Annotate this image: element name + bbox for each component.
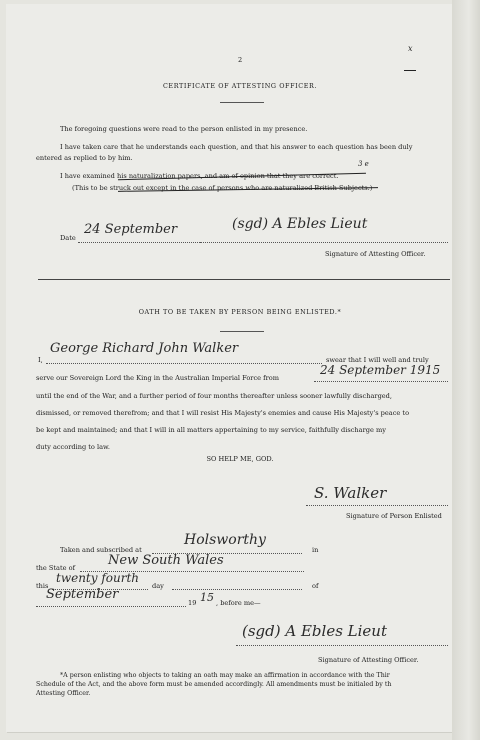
year-label: 19 bbox=[188, 599, 197, 607]
oath-heading-rule bbox=[220, 331, 264, 332]
in-label: in bbox=[312, 546, 319, 554]
place-handwritten: Holsworthy bbox=[184, 532, 266, 548]
year-handwritten: 15 bbox=[200, 591, 214, 604]
enlistee-name: George Richard John Walker bbox=[50, 341, 239, 356]
oath-line-2: serve our Sovereign Lord the King in the Australian Imperial Force from bbox=[36, 374, 279, 382]
from-date-handwritten: 24 September 1915 bbox=[320, 363, 441, 377]
state-handwritten: New South Wales bbox=[108, 553, 224, 568]
certificate-line-1: The foregoing questions were read to the person enlisted in my presence. bbox=[60, 125, 308, 133]
officer-signature: (sgd) A Ebles Lieut bbox=[242, 622, 387, 640]
certificate-heading: CERTIFICATE OF ATTESTING OFFICER. bbox=[162, 82, 318, 90]
oath-name-prefix: I, bbox=[38, 356, 43, 364]
state-label: the State of bbox=[36, 564, 76, 572]
footnote-line-2: Schedule of the Act, and the above form must be amended accordingly. All amendments must be initialed by th bbox=[36, 681, 392, 688]
month-dotted-line bbox=[36, 606, 186, 607]
from-date-dotted-line bbox=[314, 381, 448, 382]
certificate-line-2b: entered as replied to by him. bbox=[36, 154, 133, 162]
oath-line-4: dismissed, or removed therefrom; and that I will resist His Majesty's enemies and cause His Majesty's peace to bbox=[36, 409, 410, 417]
enlistee-signature-line bbox=[306, 505, 448, 506]
section-divider bbox=[38, 279, 450, 280]
oath-line-6: duty according to law. bbox=[36, 443, 110, 451]
attesting-signature: (sgd) A Ebles Lieut bbox=[232, 216, 368, 232]
margin-annotation: 3 e bbox=[358, 160, 369, 168]
oath-line-3: until the end of the War, and a further period of four months thereafter unless sooner lawfully discharged, bbox=[36, 392, 393, 400]
page-number: 2 bbox=[238, 56, 243, 64]
of-label: of bbox=[312, 582, 319, 590]
page-edge bbox=[452, 0, 480, 740]
margin-dash bbox=[404, 70, 416, 71]
day-handwritten: twenty fourth bbox=[56, 571, 140, 585]
certificate-line-3: I have examined his naturalization papers, and am of opinion that they are correct. bbox=[60, 172, 339, 180]
certificate-line-2a: I have taken care that he understands each question, and that his answer to each question has been duly bbox=[60, 143, 413, 151]
name-dotted-line bbox=[46, 363, 322, 364]
oath-line-1-end: swear that I will well and truly bbox=[326, 356, 429, 364]
oath-heading: OATH TO BE TAKEN BY PERSON BEING ENLISTED.* bbox=[138, 308, 342, 316]
footnote-line-3: Attesting Officer. bbox=[36, 690, 91, 697]
before-label: , before me— bbox=[216, 599, 261, 607]
oath-line-5: be kept and maintained; and that I will in all matters appertaining to my service, faithfully discharge my bbox=[36, 426, 386, 434]
officer-signature-caption: Signature of Attesting Officer. bbox=[318, 656, 419, 664]
signature-caption: Signature of Attesting Officer. bbox=[325, 250, 426, 258]
margin-mark: x bbox=[408, 44, 413, 53]
month-handwritten: September bbox=[46, 587, 119, 602]
of-dotted-line bbox=[172, 589, 302, 590]
date-handwritten: 24 September bbox=[84, 222, 178, 237]
signature-dotted-line bbox=[200, 242, 448, 243]
taken-label: Taken and subscribed at bbox=[60, 546, 142, 554]
officer-signature-line bbox=[236, 645, 448, 646]
this-label: this bbox=[36, 582, 49, 590]
date-dotted-line bbox=[78, 242, 200, 243]
heading-rule bbox=[220, 102, 264, 103]
footnote-line-1: *A person enlisting who objects to taking an oath may make an affirmation in accordance with the Thir bbox=[60, 672, 390, 679]
date-label: Date bbox=[60, 234, 76, 242]
oath-closing: SO HELP ME, GOD. bbox=[206, 455, 274, 463]
enlistee-signature: S. Walker bbox=[314, 484, 387, 502]
day-label: day bbox=[152, 582, 164, 590]
enlistee-signature-caption: Signature of Person Enlisted bbox=[346, 512, 442, 520]
certificate-line-4: (This to be struck out except in the case of persons who are naturalized British Subjects.) bbox=[72, 184, 373, 192]
